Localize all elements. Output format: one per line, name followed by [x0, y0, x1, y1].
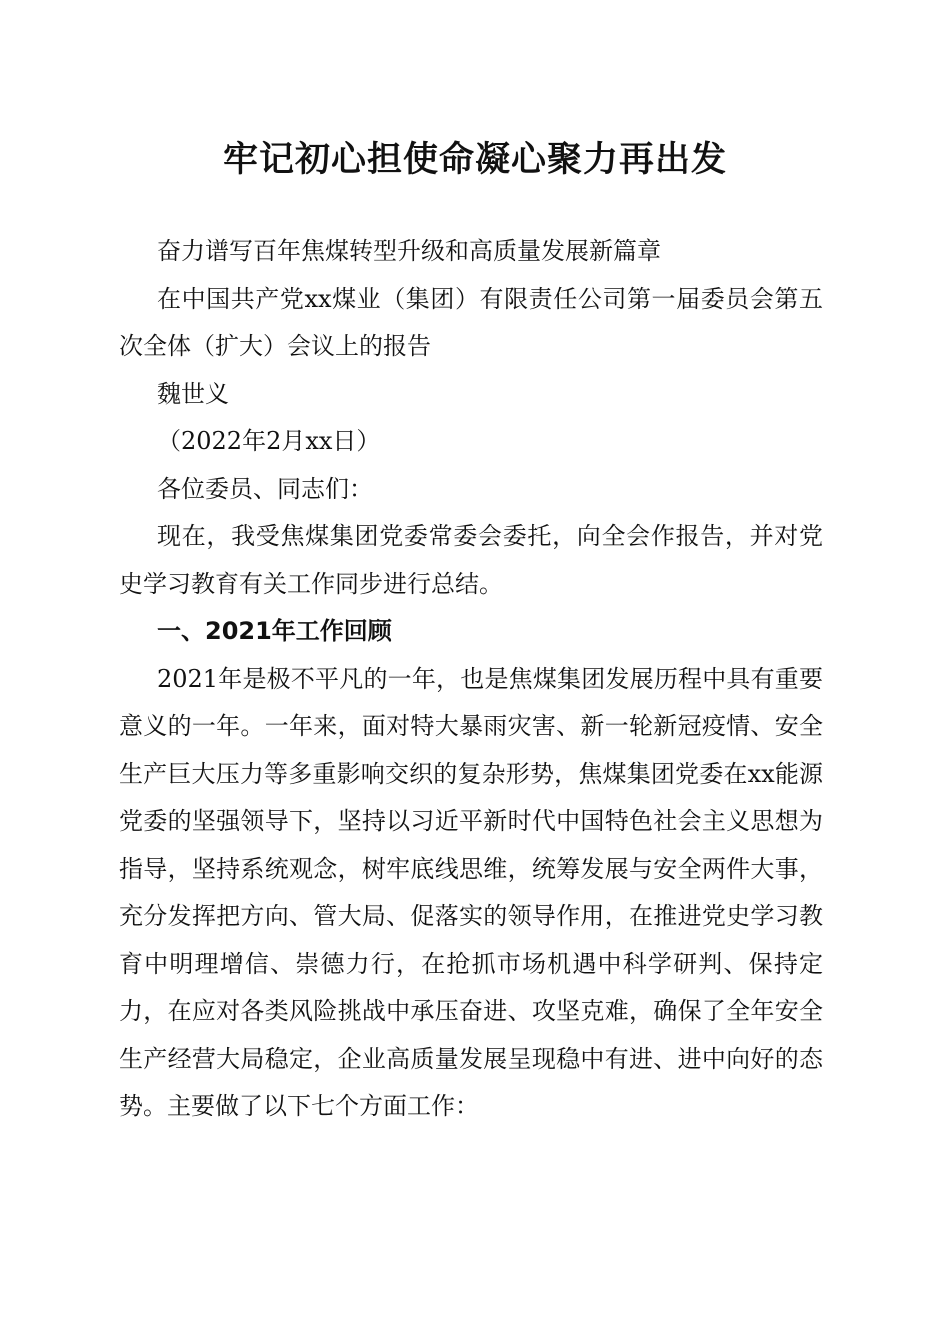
document-title: 牢记初心担使命凝心聚力再出发	[222, 139, 727, 180]
document-body	[119, 228, 823, 1131]
author: 魏世义	[157, 379, 229, 408]
section-heading: 一、2021年工作回顾	[157, 617, 392, 645]
meeting-line: 在中国共产党xx煤业（集团）有限责任公司第一届委员会第五次全体（扩大）会议上的报告	[119, 284, 823, 360]
salutation: 各位委员、同志们：	[157, 474, 373, 503]
intro-paragraph: 现在，我受焦煤集团党委常委会委托，向全会作报告，并对党史学习教育有关工作同步进行总结。	[119, 522, 823, 598]
section-paragraph: 2021年是极不平凡的一年，也是焦煤集团发展历程中具有重要意义的一年。一年来，面对特大暴雨灾害、新一轮新冠疫情、安全生产巨大压力等多重影响交织的复杂形势，焦煤集团党委在xx能源党委的坚强领导下，坚持以习近平新时代中国特色社会主义思想为指导，坚持系统观念，树牢底线思维，统筹发展与安全两件大事，充分发挥把方向、管大局、促落实的领导作用，在推进党史学习教育中明理增信、崇德力行，在抢抓市场机遇中科学研判、保持定力，在应对各类风险挑战中承压奋进、攻坚克难，确保了全年安全生产经营大局稳定，企业高质量发展呈现稳中有进、进中向好的态势。主要做了以下七个方面工作：	[119, 664, 823, 1120]
subtitle: 奋力谱写百年焦煤转型升级和高质量发展新篇章	[157, 237, 661, 265]
report-date: （2022年2月xx日）	[157, 427, 381, 455]
